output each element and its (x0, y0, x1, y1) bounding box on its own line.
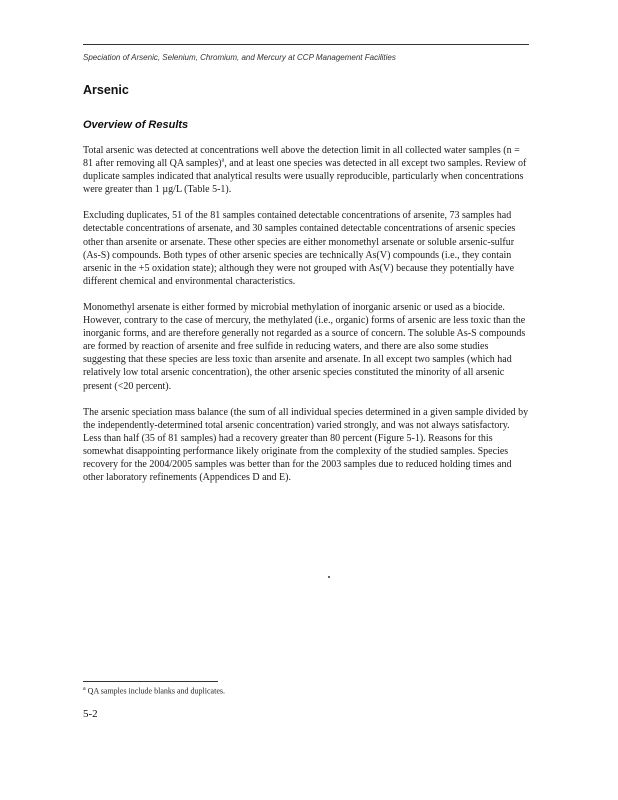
paragraph-1-text-b: , and at least one species was detected in all except two samples. Review of duplicate samples indicated that analytical results were usually reproducible, particularly when concentrations were greater than 1 µg/L (Table 5-1). (83, 158, 527, 196)
paragraph-3: Monomethyl arsenate is either formed by microbial methylation of inorganic arsenic or used as a biocide. However, contrary to the case of mercury, the methylated (i.e., organic) forms of arsenic are less toxic than the inorganic forms, and are therefore generally not regarded as a source of concern. The soluble As-S compounds are formed by reaction of arsenite and free sulfide in reducing waters, and there are also some studies suggesting that these species are less toxic than arsenite and arsenate. In all except two samples (which had relatively low total arsenic concentration), the other arsenic species constituted the minority of all arsenic present (<20 percent). (83, 301, 526, 392)
paragraph-4: The arsenic speciation mass balance (the sum of all individual species determined in a given sample divided by the independently-determined total arsenic concentration) varied strongly, and was not always satisfactory. Less than half (35 of 81 samples) had a recovery greater than 80 percent (Figure 5-1). Reasons for this somewhat disappointing performance likely originate from the complexity of the studied samples. Species recovery for the 2004/2005 samples was better than for the 2003 samples due to reduced holding times and other laboratory refinements (Appendices D and E). (83, 406, 529, 484)
running-header: Speciation of Arsenic, Selenium, Chromium, and Mercury at CCP Management Facilities (83, 53, 396, 62)
stray-mark (328, 576, 330, 578)
footnote-rule (83, 681, 218, 682)
body-text (83, 144, 529, 497)
paragraph-1-text-a: Total arsenic was detected at concentrations well above the detection limit in all collected water samples (n = 81 after removing all QA samples) (83, 145, 520, 170)
paragraph-2: Excluding duplicates, 51 of the 81 samples contained detectable concentrations of arsenite, 73 samples had detectable concentrations of arsenate, and 30 samples contained detectable concentrations of arsenic species other than arsenite or arsenate. These other species are either monomethyl arsenate or soluble arsenic-sulfur (As-S) compounds. Both types of other arsenic species are technically As(V) compounds (i.e., they contain arsenic in the +5 oxidation state); although they were not grouped with As(V) because they potentially have different chemical and environmental characteristics. (83, 210, 516, 287)
footnote-text: QA samples include blanks and duplicates. (85, 686, 225, 696)
subsection-title: Overview of Results (83, 119, 189, 131)
footnote-reference: a (221, 157, 225, 164)
footnote (83, 686, 225, 696)
page-number: 5-2 (83, 708, 98, 720)
footnote-marker: a (83, 686, 86, 692)
paragraph-1 (83, 144, 529, 196)
section-title: Arsenic (83, 83, 129, 97)
header-rule (83, 44, 529, 45)
